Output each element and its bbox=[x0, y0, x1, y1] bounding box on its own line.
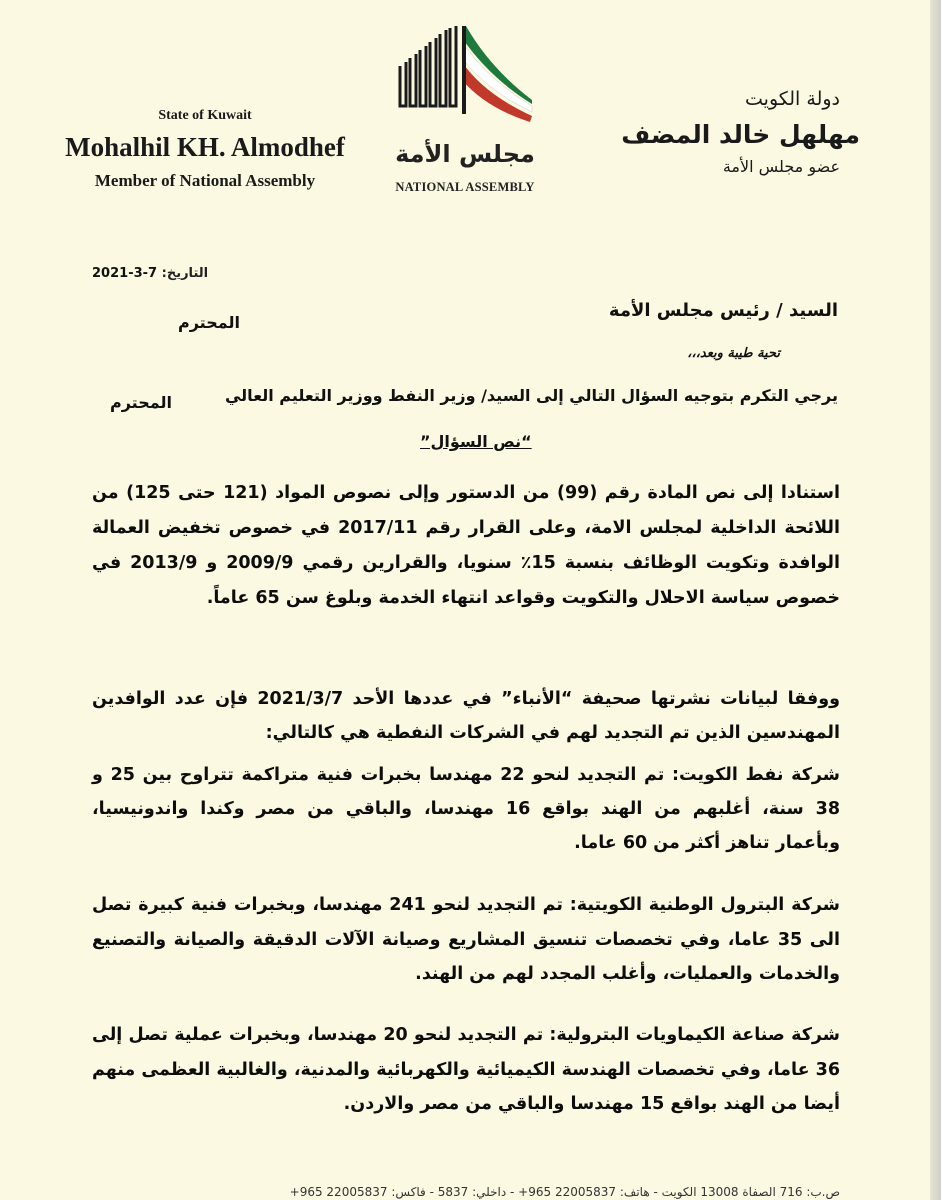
letter-date bbox=[92, 266, 208, 281]
english-letterhead bbox=[55, 108, 355, 191]
paragraph-pic: شركة صناعة الكيماويات البترولية: تم التجديد لنحو 20 مهندسا، وبخبرات عملية تصل إلى 36 عاما، وفي تخصصات الهندسة الكيميائية والكهربائية والمدنية، والغالبية العظمى منهم أيضا من الهند بواقع 15 مهندسا والباقي من مصر والاردن. bbox=[92, 1025, 840, 1114]
letter-footer: ص.ب: 716 الصفاة 13008 الكويت - هاتف: 22005837 965+ - داخلي: 5837 - فاكس: 22005837 965+ bbox=[289, 1185, 840, 1199]
greeting-line: تحية طيبة وبعد،،، bbox=[687, 346, 780, 361]
recipient-line: السيد / رئيس مجلس الأمة bbox=[608, 300, 838, 321]
paragraph-news-source: ووفقا لبيانات نشرتها صحيفة “الأنباء” في عددها الأحد 2021/3/7 فإن عدد الوافدين المهندسين الذين تم التجديد لهم في الشركات النفطية هي كالتالي: bbox=[92, 689, 840, 743]
date-label: التاريخ: bbox=[161, 266, 209, 281]
english-member-name: Mohalhil KH. Almodhef bbox=[65, 132, 345, 162]
english-member-role: Member of National Assembly bbox=[94, 171, 316, 190]
arabic-letterhead bbox=[590, 88, 860, 176]
page-edge bbox=[930, 0, 941, 1200]
date-value: 7-3-2021 bbox=[92, 266, 158, 281]
request-line: يرجي التكرم بتوجيه السؤال التالي إلى السيد/ وزير النفط ووزير التعليم العالي bbox=[224, 386, 838, 405]
question-title: “نص السؤال” bbox=[420, 432, 532, 451]
arabic-member-role: عضو مجلس الأمة bbox=[722, 157, 840, 176]
paragraph-koc: شركة نفط الكويت: تم التجديد لنحو 22 مهندسا بخبرات فنية متراكمة تتراوح بين 25 و 38 سنة، أغلبهم من الهند بواقع 16 مهندسا، والباقي من مصر وكندا واندونيسيا، وبأعمار تناهز أكثر من 60 عاما. bbox=[92, 765, 840, 853]
arabic-member-name: مهلهل خالد المضف bbox=[621, 120, 860, 149]
respect-label-2: المحترم bbox=[110, 393, 172, 412]
assembly-emblem-icon bbox=[390, 18, 540, 138]
english-state-name: State of Kuwait bbox=[158, 108, 252, 123]
logo-english-text: NATIONAL ASSEMBLY bbox=[395, 180, 535, 194]
logo-arabic-text: مجلس الأمة bbox=[395, 140, 535, 168]
paragraph-legal-basis: استنادا إلى نص المادة رقم (99) من الدستور وإلى نصوص المواد (121 حتى 125) من اللائحة الداخلية لمجلس الامة، وعلى القرار رقم 2017/11 في خصوص تخفيض العمالة الوافدة وتكويت الوظائف بنسبة 15٪ سنويا، والقرارين رقمي 2009/9 و 2013/9 في خصوص سياسة الاحلال والتكويت وقواعد انتهاء الخدمة وبلوغ سن 65 عاماً. bbox=[92, 483, 840, 608]
arabic-state-name: دولة الكويت bbox=[745, 88, 840, 110]
respect-label-1: المحترم bbox=[178, 313, 240, 332]
paragraph-knpc: شركة البترول الوطنية الكويتية: تم التجديد لنحو 241 مهندسا، وبخبرات فنية كبيرة تصل الى 35 عاما، وفي تخصصات تنسيق المشاريع وصيانة الآلات الدقيقة والصيانة والتصنيع والخدمات والعمليات، وأغلب المجدد لهم من الهند. bbox=[92, 895, 840, 984]
national-assembly-logo bbox=[390, 18, 540, 198]
